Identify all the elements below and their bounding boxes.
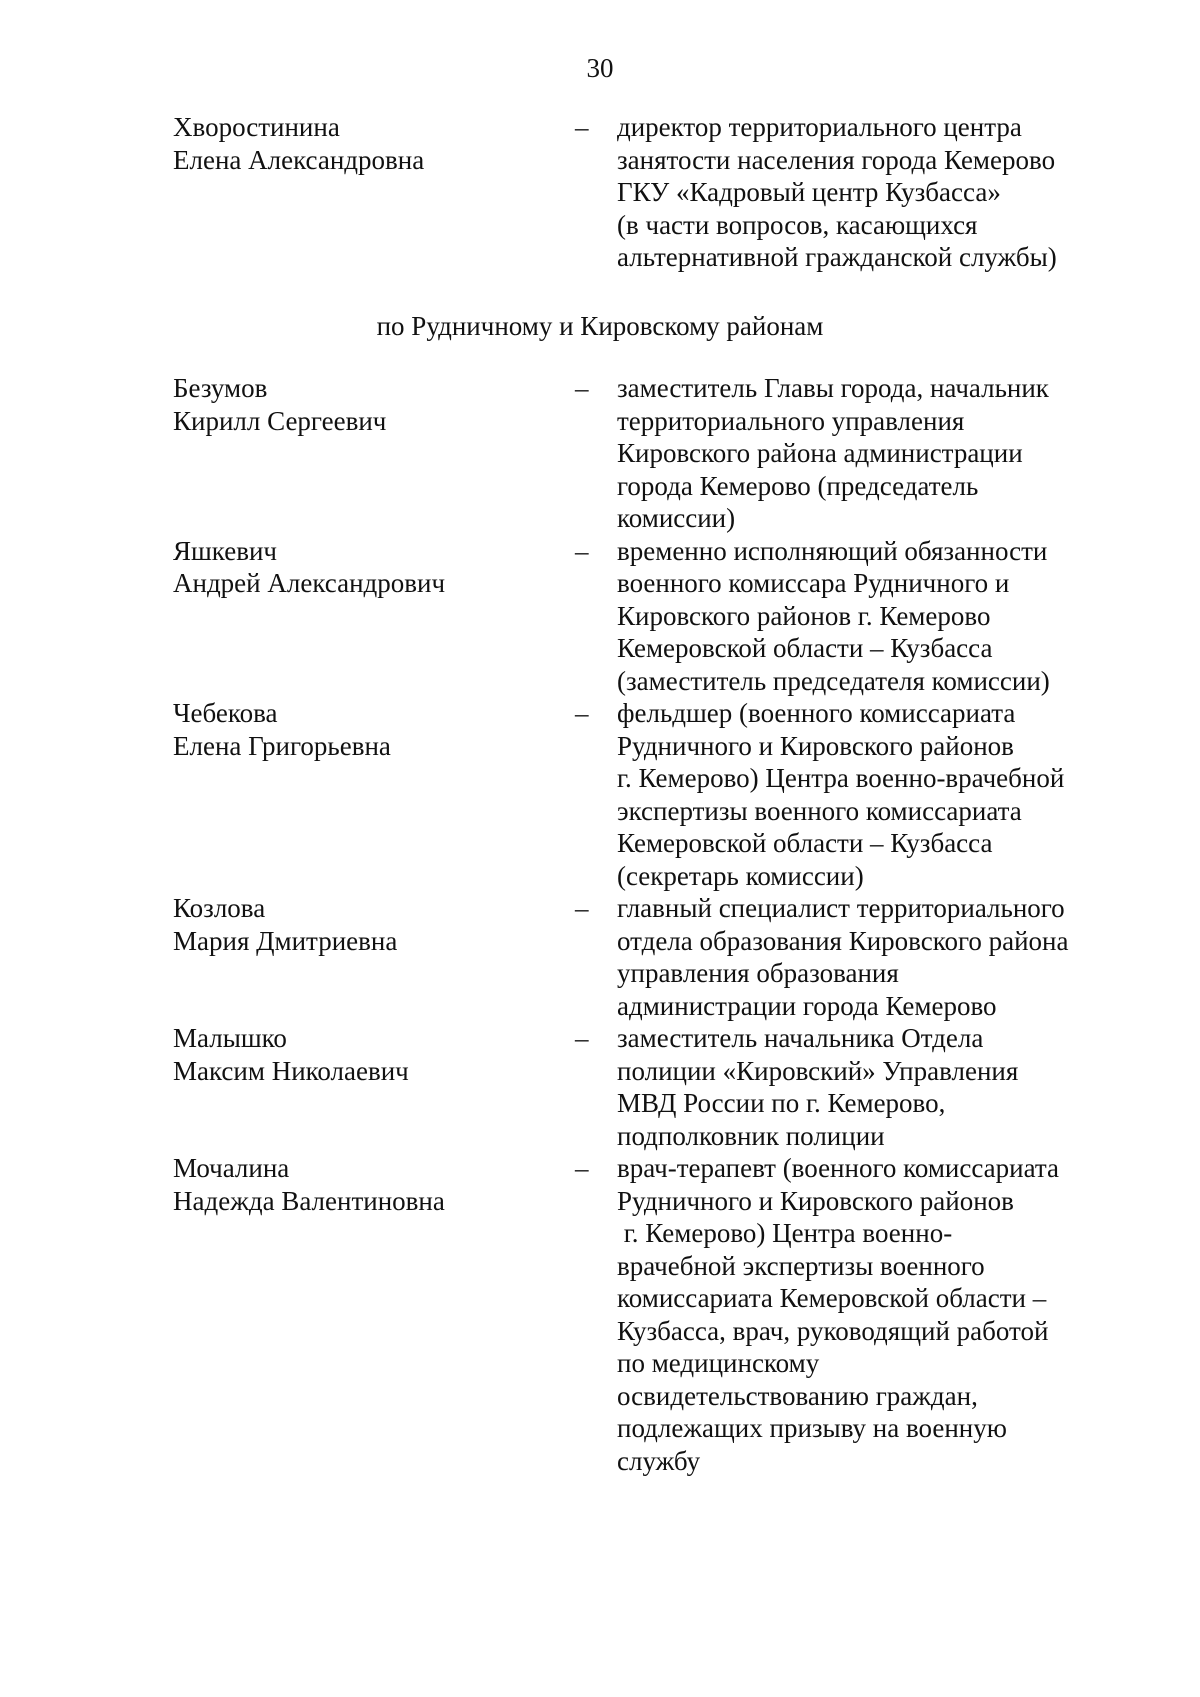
member-name: [173, 535, 573, 600]
member-given-names: Мария Дмитриевна: [173, 925, 398, 956]
member-position: [617, 372, 1097, 535]
position-line: ГКУ «Кадровый центр Кузбасса»: [617, 177, 1001, 207]
member-surname: Хворостинина: [173, 112, 340, 142]
dash-separator: –: [575, 112, 589, 142]
member-given-names: Надежда Валентиновна: [173, 1185, 445, 1216]
position-line: врачебной экспертизы военного: [617, 1250, 985, 1281]
position-line: управления образования: [617, 958, 899, 988]
member-given-names: Кирилл Сергеевич: [173, 405, 387, 436]
position-line: подполковник полиции: [617, 1120, 885, 1151]
member-given-names: Елена Александровна: [173, 144, 425, 175]
dash-separator: –: [575, 893, 589, 923]
commission-member: [0, 892, 1200, 1022]
position-line: комиссариата Кемеровской области –: [617, 1283, 1047, 1313]
member-surname: Безумов: [173, 373, 268, 403]
position-line: Кировского района администрации: [617, 438, 1023, 468]
position-line: главный специалист территориального: [617, 893, 1065, 923]
position-line: МВД России по г. Кемерово,: [617, 1088, 946, 1118]
member-name: [173, 1152, 573, 1217]
position-line: Кировского районов г. Кемерово: [617, 600, 991, 631]
position-line: города Кемерово (председатель: [617, 470, 979, 501]
commission-member: [0, 535, 1200, 698]
member-surname: Яшкевич: [173, 535, 278, 566]
member-position: [617, 111, 1097, 274]
member-surname: Малышко: [173, 1023, 287, 1053]
member-position: [617, 697, 1097, 892]
position-line: отдела образования Кировского района: [617, 925, 1069, 956]
member-position: [617, 1022, 1097, 1152]
member-surname: Козлова: [173, 893, 266, 923]
commission-member: [0, 697, 1200, 892]
position-line: (в части вопросов, касающихся: [617, 209, 978, 240]
position-line: Рудничного и Кировского районов: [617, 1185, 1014, 1216]
page-number: 30: [586, 53, 614, 83]
member-given-names: Андрей Александрович: [173, 568, 446, 598]
dash-separator: –: [575, 535, 589, 566]
position-line: Кемеровской области – Кузбасса: [617, 828, 993, 858]
position-line: полиции «Кировский» Управления: [617, 1055, 1019, 1086]
position-line: альтернативной гражданской службы): [617, 242, 1057, 272]
member-surname: Мочалина: [173, 1153, 290, 1183]
position-line: освидетельствованию граждан,: [617, 1380, 978, 1411]
member-given-names: Максим Николаевич: [173, 1055, 409, 1086]
position-line: экспертизы военного комиссариата: [617, 795, 1022, 826]
dash-separator: –: [575, 373, 589, 403]
top-entry: [0, 111, 1200, 274]
position-line: (секретарь комиссии): [617, 860, 864, 891]
member-name: [173, 1022, 573, 1087]
member-position: [617, 1152, 1097, 1477]
member-surname: Чебекова: [173, 698, 278, 728]
position-line: фельдшер (военного комиссариата: [617, 698, 1016, 728]
position-line: Рудничного и Кировского районов: [617, 730, 1014, 761]
member-name: [173, 372, 573, 437]
member-name: [173, 111, 573, 176]
position-line: комиссии): [617, 503, 736, 533]
member-name: [173, 892, 573, 957]
position-line: (заместитель председателя комиссии): [617, 665, 1050, 696]
position-line: врач-терапевт (военного комиссариата: [617, 1153, 1060, 1183]
commission-member: [0, 1152, 1200, 1477]
position-line: подлежащих призыву на военную: [617, 1413, 1007, 1443]
dash-separator: –: [575, 1153, 589, 1183]
position-line: территориального управления: [617, 405, 965, 436]
member-name: [173, 697, 573, 762]
position-line: заместитель Главы города, начальник: [617, 373, 1049, 403]
member-position: [617, 892, 1097, 1022]
position-line: г. Кемерово) Центра военно-: [617, 1218, 953, 1248]
position-line: директор территориального центра: [617, 112, 1022, 142]
commission-member: [0, 372, 1200, 535]
member-given-names: Елена Григорьевна: [173, 730, 391, 761]
member-position: [617, 535, 1097, 698]
position-line: службу: [617, 1445, 701, 1476]
position-line: по медицинскому: [617, 1348, 820, 1378]
dash-separator: –: [575, 1023, 589, 1053]
position-line: заместитель начальника Отдела: [617, 1023, 984, 1053]
position-line: г. Кемерово) Центра военно-врачебной: [617, 763, 1065, 793]
position-line: Кемеровской области – Кузбасса: [617, 633, 993, 663]
members-list: [0, 372, 1200, 1477]
position-line: администрации города Кемерово: [617, 990, 997, 1021]
commission-member: [0, 111, 1200, 274]
position-line: военного комиссара Рудничного и: [617, 568, 1010, 598]
position-line: временно исполняющий обязанности: [617, 535, 1048, 566]
position-line: Кузбасса, врач, руководящий работой: [617, 1315, 1049, 1346]
position-line: занятости населения города Кемерово: [617, 144, 1056, 175]
commission-member: [0, 1022, 1200, 1152]
section-heading: по Рудничному и Кировскому районам: [376, 311, 824, 341]
dash-separator: –: [575, 698, 589, 728]
